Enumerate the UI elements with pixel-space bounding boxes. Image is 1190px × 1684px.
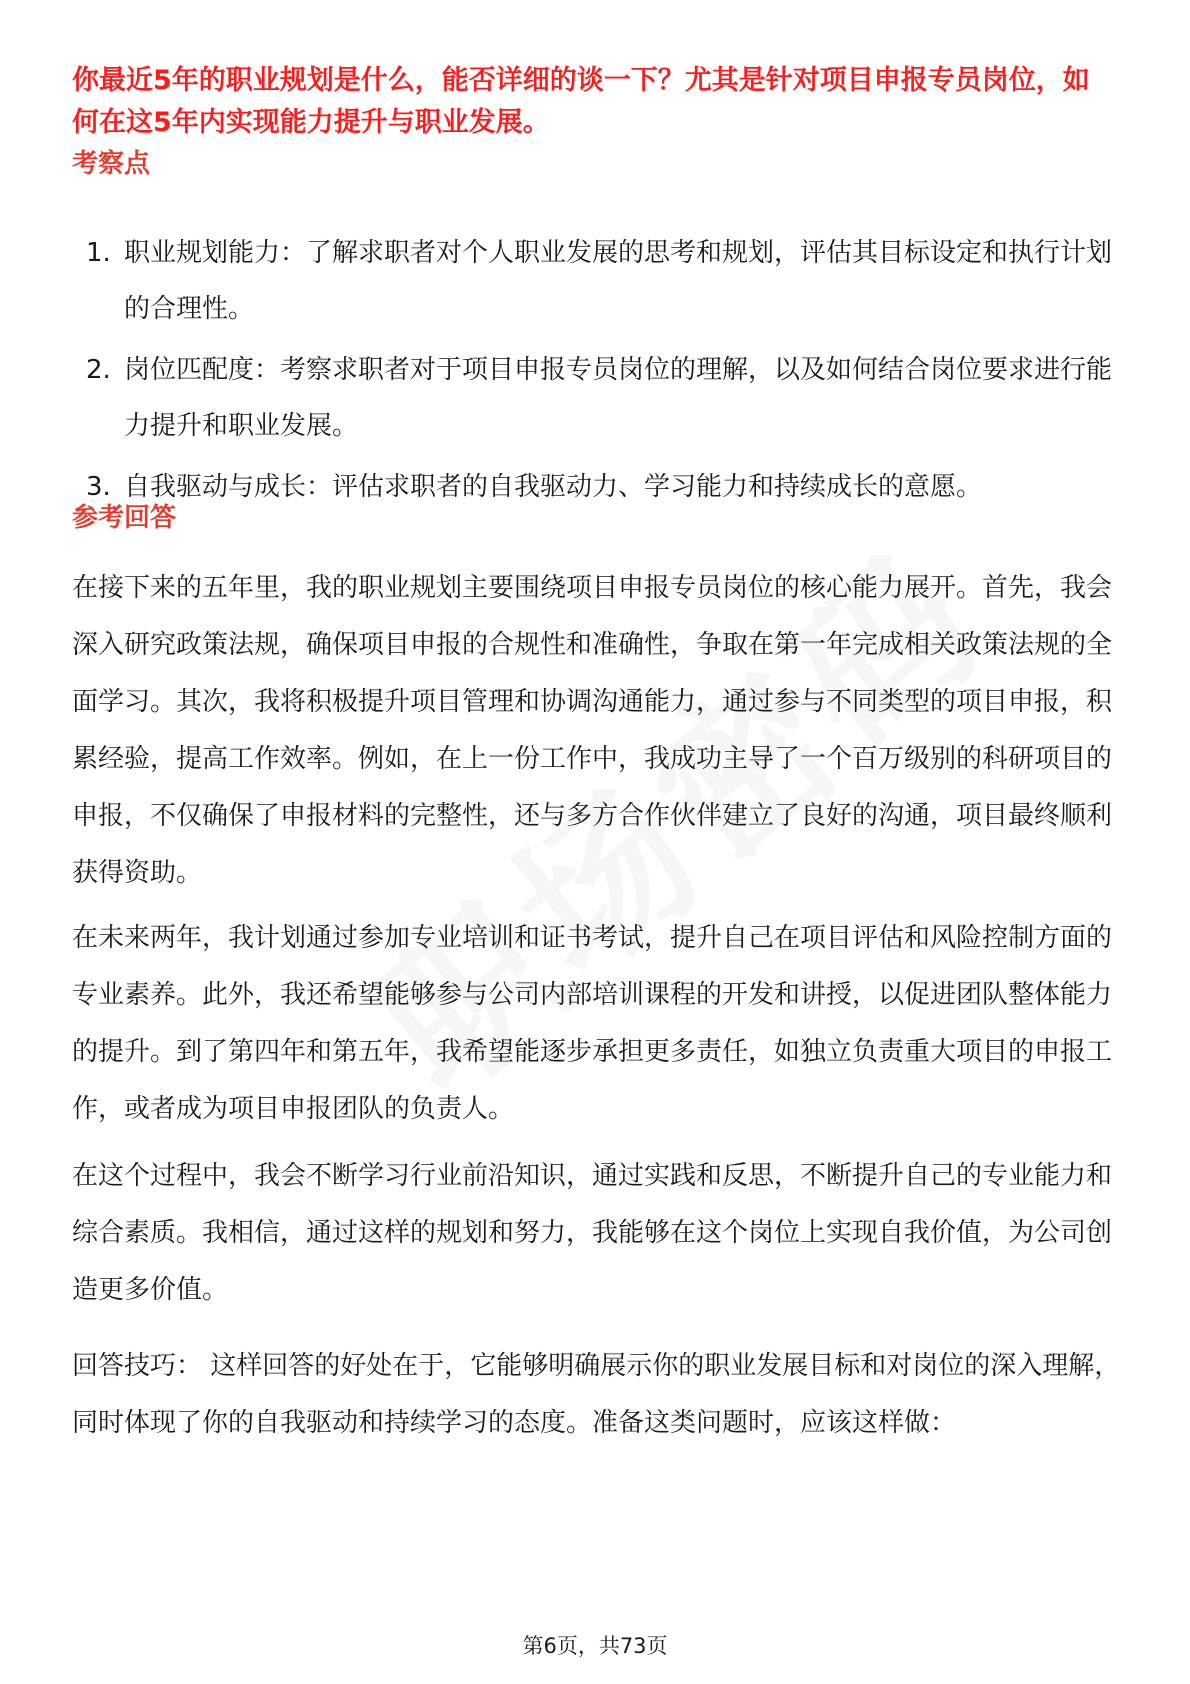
question-heading: 你最近5年的职业规划是什么，能否详细的谈一下？尤其是针对项目申报专员岗位，如何在这5年内实现能力提升与职业发展。 <box>72 65 1090 138</box>
answer-paragraph: 在接下来的五年里，我的职业规划主要围绕项目申报专员岗位的核心能力展开。首先，我会深入研究政策法规，确保项目申报的合规性和准确性，争取在第一年完成相关政策法规的全面学习。其次，我将积极提升项目管理和协调沟通能力，通过参与不同类型的项目申报，积累经验，提高工作效率。例如，在上一份工作中，我成功主导了一个百万级别的科研项目的申报，不仅确保了申报材料的完整性，还与多方合作伙伴建立了良好的沟通，项目最终顺利获得资助。 <box>72 573 1113 888</box>
list-item <box>72 225 1122 337</box>
points-list <box>72 225 1122 520</box>
list-item <box>72 342 1122 454</box>
list-item <box>72 459 1122 515</box>
list-item-text: 职业规划能力：了解求职者对个人职业发展的思考和规划，评估其目标设定和执行计划的合理性。 <box>124 238 1113 324</box>
list-number: 2. <box>86 355 111 385</box>
list-number: 3. <box>86 472 111 502</box>
list-item-text: 岗位匹配度：考察求职者对于项目申报专员岗位的理解，以及如何结合岗位要求进行能力提升和职业发展。 <box>124 355 1113 441</box>
page-number: 第6页，共73页 <box>522 1634 668 1658</box>
answer-paragraph: 在未来两年，我计划通过参加专业培训和证书考试，提升自己在项目评估和风险控制方面的专业素养。此外，我还希望能够参与公司内部培训课程的开发和讲授，以促进团队整体能力的提升。到了第四年和第五年，我希望能逐步承担更多责任，如独立负责重大项目的申报工作，或者成为项目申报团队的负责人。 <box>72 923 1113 1124</box>
list-number: 1. <box>86 238 111 268</box>
section-title-answer: 参考回答 <box>72 503 177 533</box>
section-title-points: 考察点 <box>72 149 151 179</box>
answer-tip-paragraph: 回答技巧： 这样回答的好处在于，它能够明确展示你的职业发展目标和对岗位的深入理解，同时体现了你的自我驱动和持续学习的态度。准备这类问题时，应该这样做： <box>72 1351 1121 1438</box>
answer-paragraph: 在这个过程中，我会不断学习行业前沿知识，通过实践和反思，不断提升自己的专业能力和综合素质。我相信，通过这样的规划和努力，我能够在这个岗位上实现自我价值，为公司创造更多价值。 <box>72 1161 1113 1305</box>
list-item-text: 自我驱动与成长：评估求职者的自我驱动力、学习能力和持续成长的意愿。 <box>124 472 983 502</box>
